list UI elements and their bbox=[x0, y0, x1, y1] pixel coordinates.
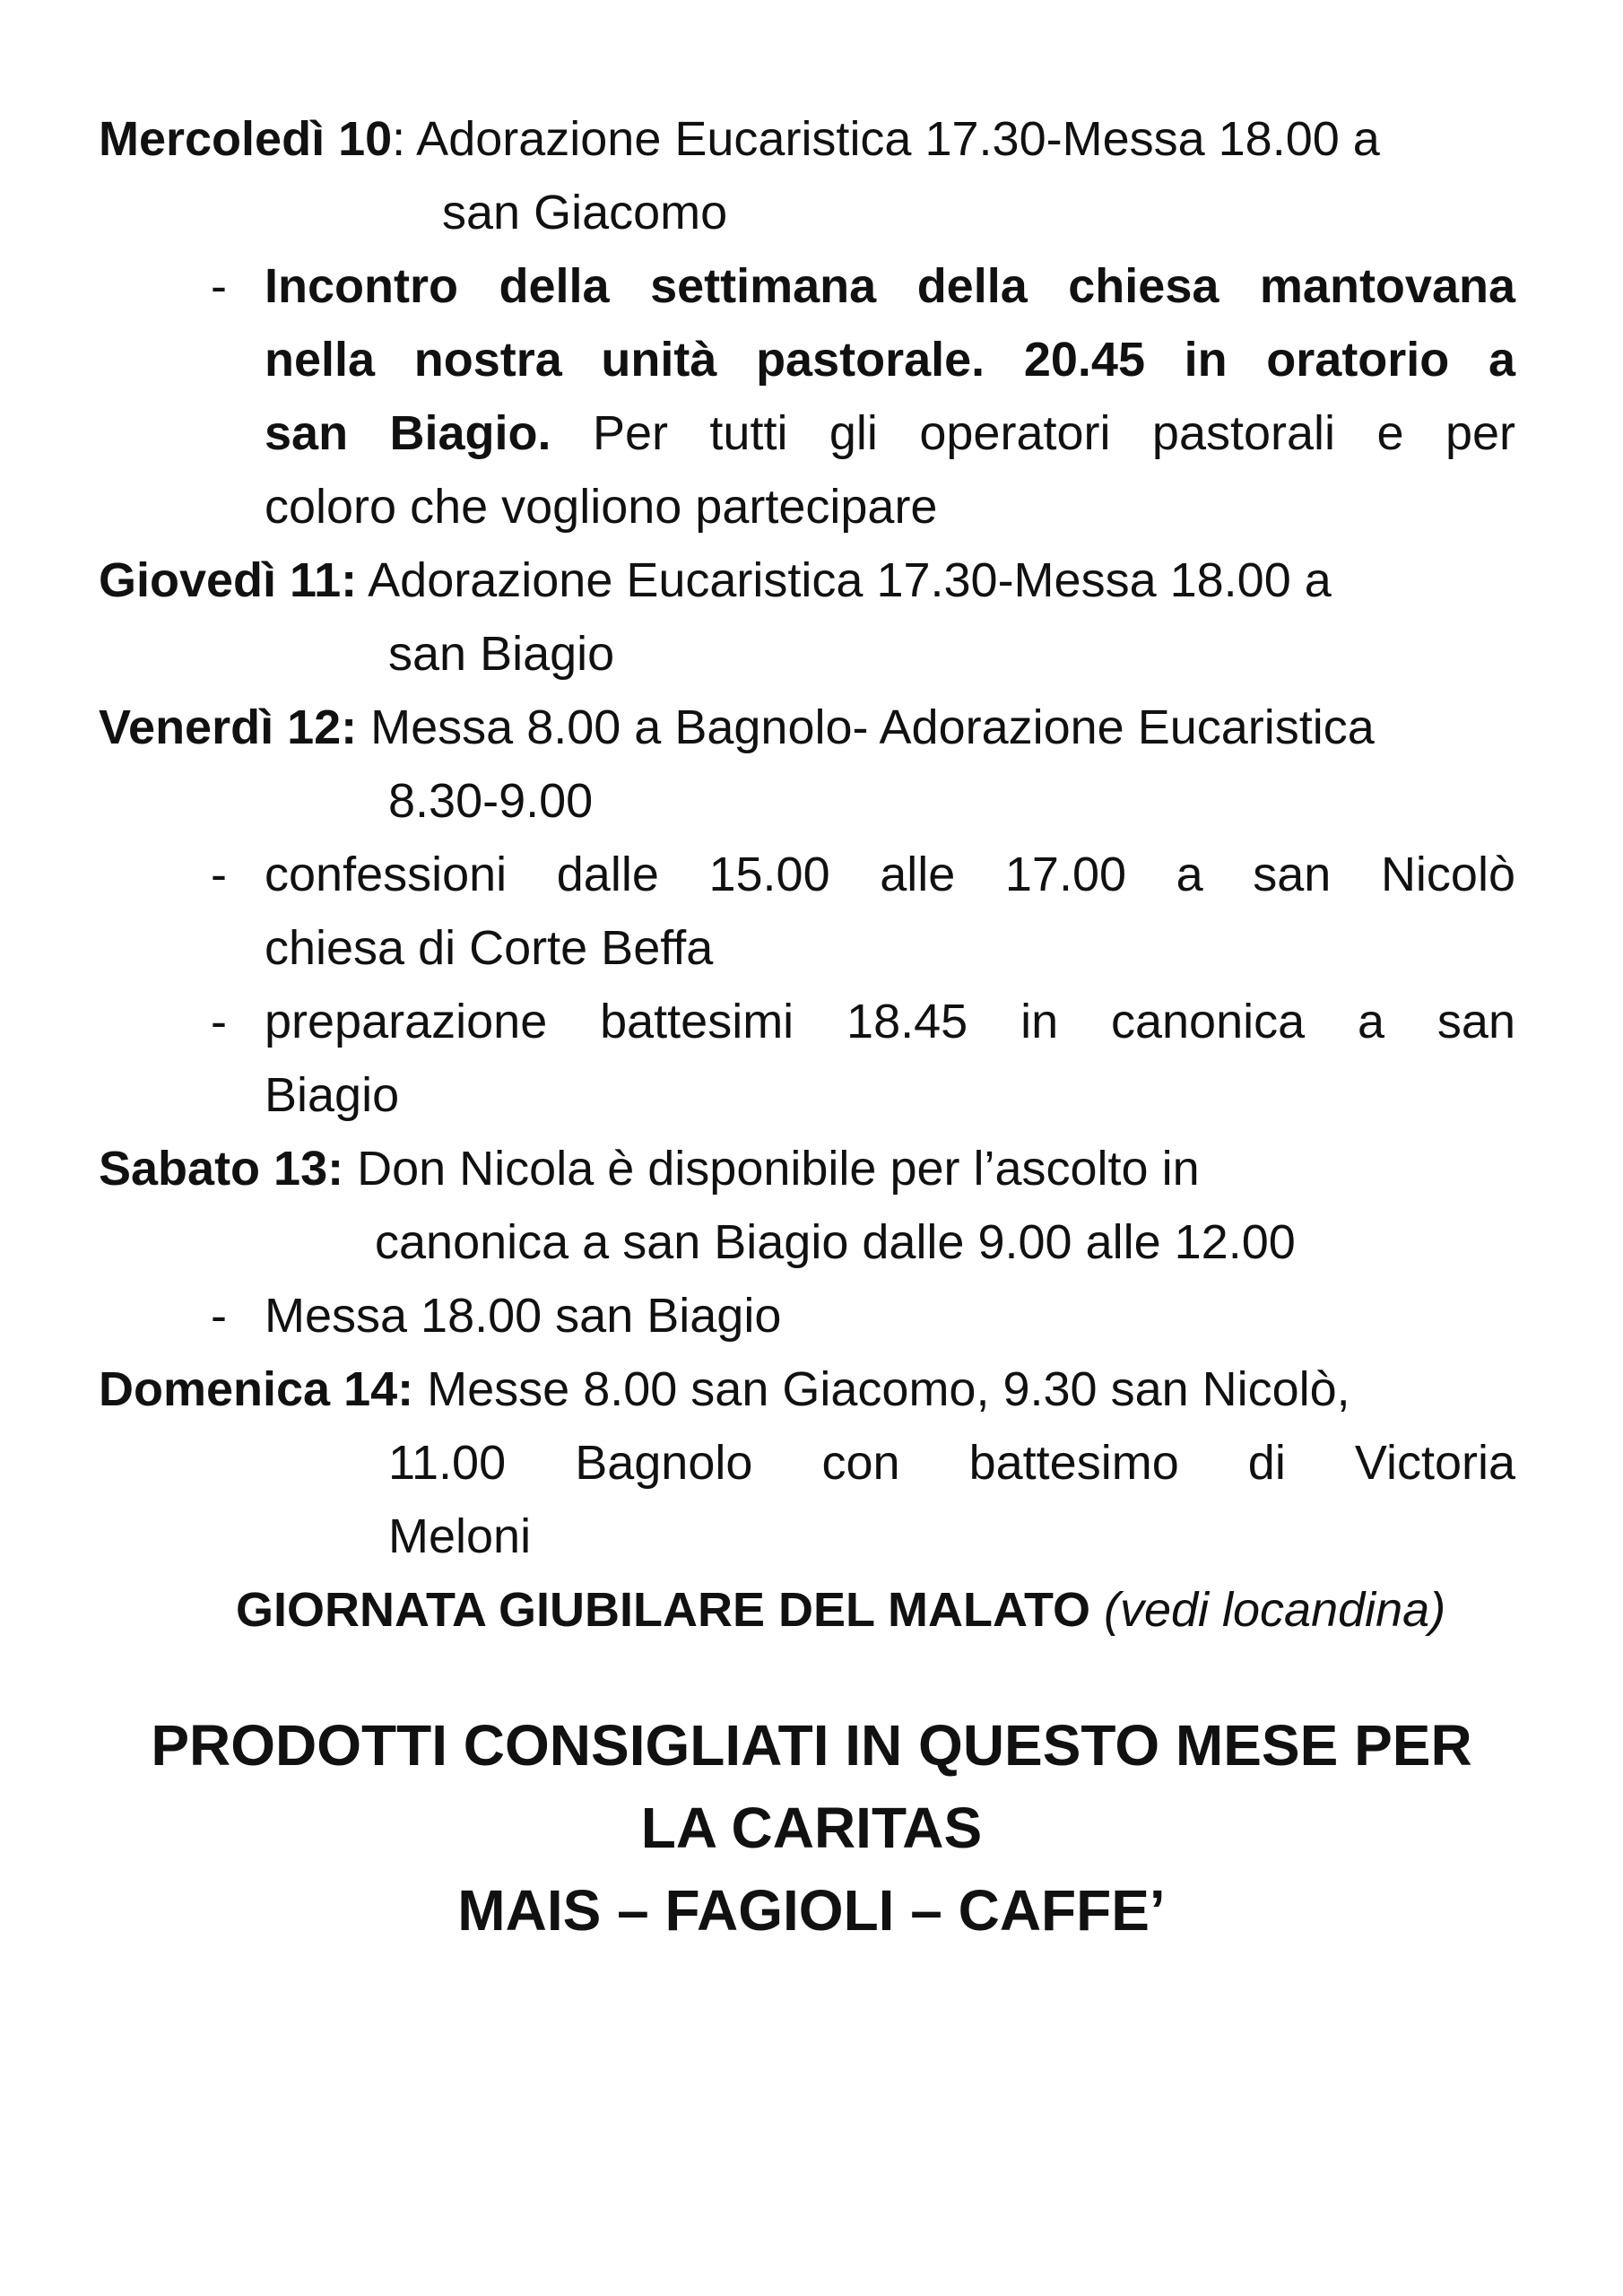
meeting-line-2: nella nostra unità pastorale. 20.45 in oratorio a bbox=[265, 333, 1515, 387]
sunday-line-2: 11.00 Bagnolo con battesimo di Victoria bbox=[388, 1436, 1515, 1490]
bullet-dash: - bbox=[211, 1289, 227, 1343]
thursday-line-2: san Biagio bbox=[388, 627, 615, 681]
day-label: Mercoledì 10 bbox=[99, 112, 393, 166]
bullet-dash: - bbox=[211, 259, 227, 313]
baptism-prep-line-2: Biagio bbox=[265, 1068, 400, 1122]
day-label: Domenica 14: bbox=[99, 1362, 414, 1416]
day-label: Sabato 13: bbox=[99, 1142, 344, 1196]
day-label: Venerdì 12: bbox=[99, 700, 358, 754]
jubilee-line: GIORNATA GIUBILARE DEL MALATO (vedi locandina) bbox=[236, 1583, 1446, 1637]
friday-line-1: Venerdì 12: Messa 8.00 a Bagnolo- Adorazione Eucaristica bbox=[99, 700, 1375, 754]
sunday-line-3: Meloni bbox=[388, 1509, 532, 1563]
meeting-line-1: Incontro della settimana della chiesa mantovana bbox=[265, 259, 1515, 313]
caritas-products: MAIS – FAGIOLI – CAFFE’ bbox=[457, 1878, 1166, 1943]
saturday-mass-line: Messa 18.00 san Biagio bbox=[265, 1289, 782, 1343]
baptism-prep-line-1: preparazione battesimi 18.45 in canonica a san bbox=[265, 995, 1515, 1048]
confessions-line-1: confessioni dalle 15.00 alle 17.00 a san Nicolò bbox=[265, 848, 1515, 901]
caritas-heading-line-2: LA CARITAS bbox=[640, 1796, 983, 1860]
bullet-dash: - bbox=[211, 848, 227, 901]
thursday-line-1: Giovedì 11: Adorazione Eucaristica 17.30-Messa 18.00 a bbox=[99, 553, 1332, 607]
meeting-line-3: san Biagio. Per tutti gli operatori pastorali e per bbox=[265, 406, 1515, 460]
caritas-heading-line-1: PRODOTTI CONSIGLIATI IN QUESTO MESE PER bbox=[151, 1713, 1472, 1778]
bullet-dash: - bbox=[211, 995, 227, 1048]
meeting-line-4: coloro che vogliono partecipare bbox=[265, 480, 938, 534]
wednesday-line-1: Mercoledì 10: Adorazione Eucaristica 17.30-Messa 18.00 a bbox=[99, 112, 1380, 166]
saturday-line-1: Sabato 13: Don Nicola è disponibile per l’ascolto in bbox=[99, 1142, 1200, 1196]
confessions-line-2: chiesa di Corte Beffa bbox=[265, 921, 714, 975]
wednesday-line-2: san Giacomo bbox=[442, 186, 728, 239]
sunday-line-1: Domenica 14: Messe 8.00 san Giacomo, 9.30 san Nicolò, bbox=[99, 1362, 1350, 1416]
saturday-line-2: canonica a san Biagio dalle 9.00 alle 12.00 bbox=[375, 1215, 1296, 1269]
friday-line-2: 8.30-9.00 bbox=[388, 774, 594, 828]
day-label: Giovedì 11: bbox=[99, 553, 358, 607]
